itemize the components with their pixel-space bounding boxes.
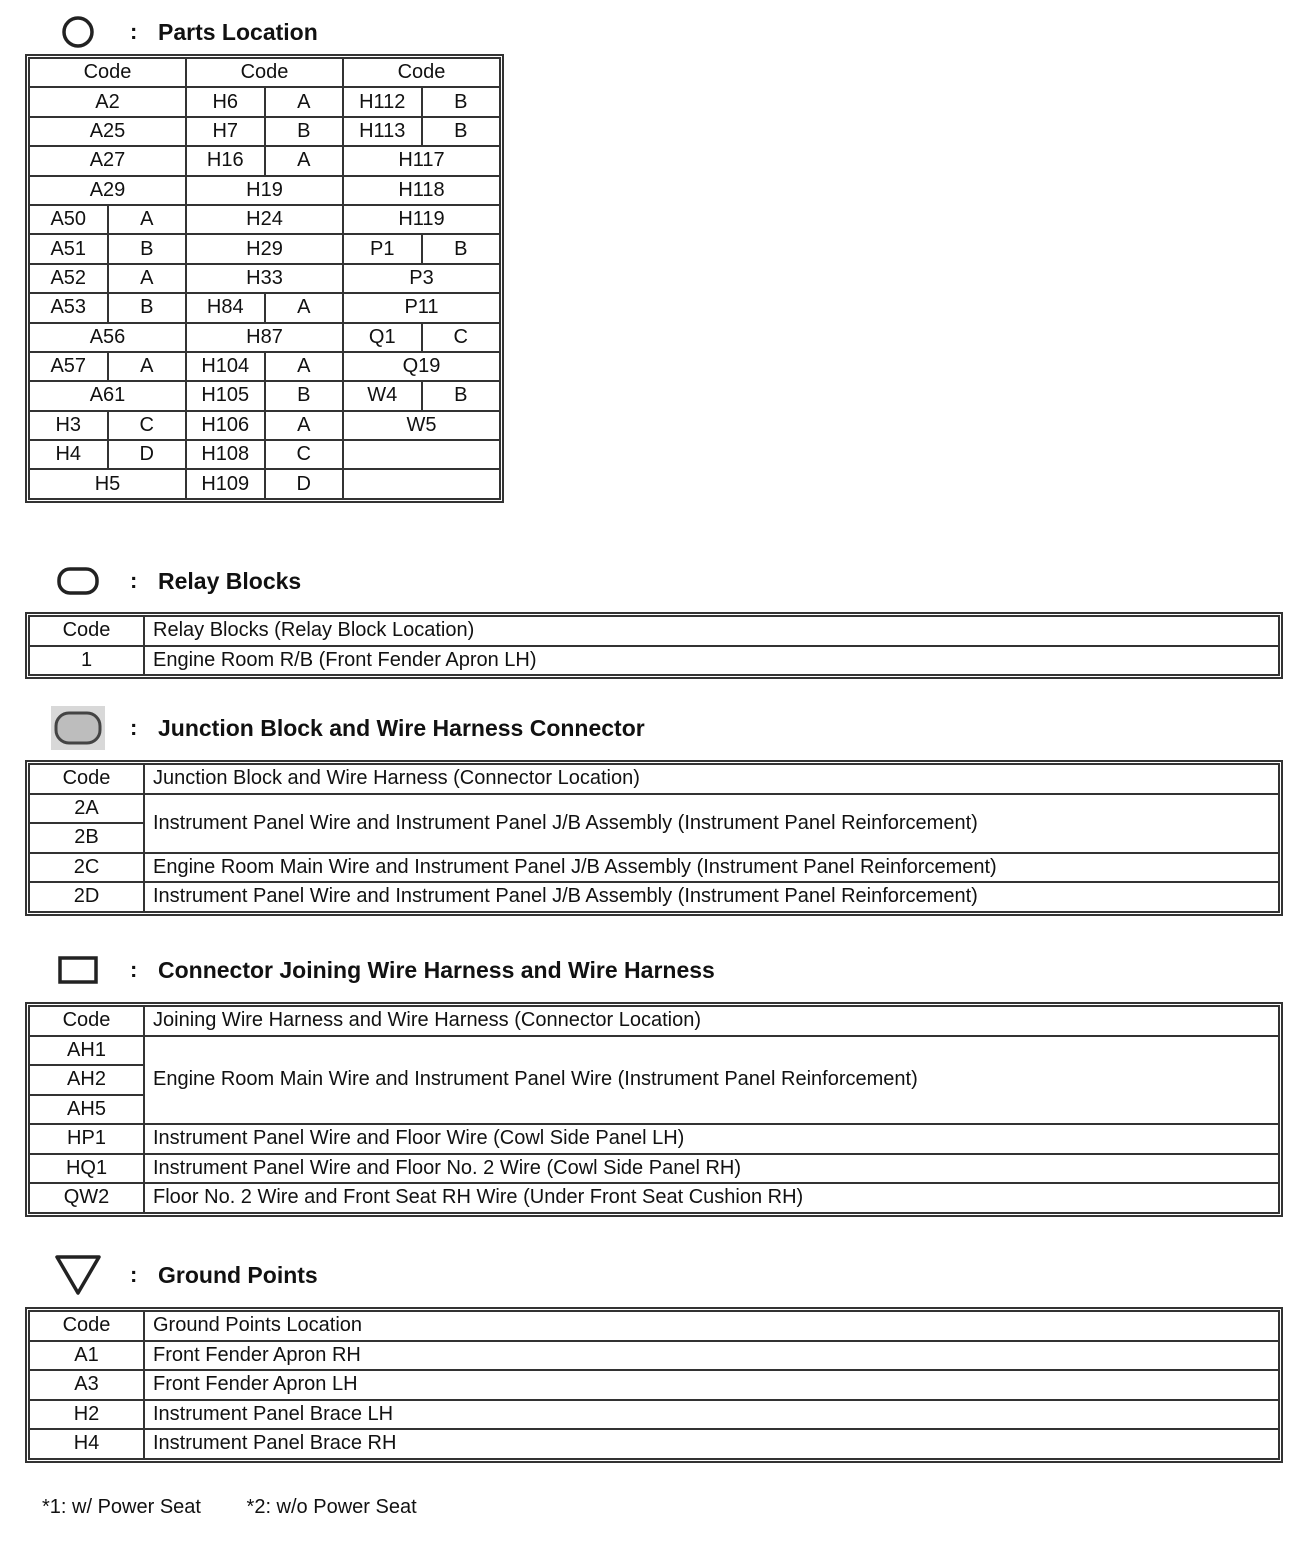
- part-code-cell: P3: [343, 264, 500, 293]
- part-code-cell: H16: [186, 146, 265, 175]
- code-cell: HQ1: [29, 1154, 144, 1184]
- table-row: [29, 117, 500, 146]
- part-code-cell: H109: [186, 469, 265, 498]
- table-row: [29, 264, 500, 293]
- part-code-cell: H105: [186, 381, 265, 410]
- location-cell: Instrument Panel Brace LH: [144, 1400, 1279, 1430]
- part-location-letter-cell: A: [265, 146, 344, 175]
- table-row: [29, 1036, 1279, 1066]
- location-cell: Instrument Panel Wire and Floor No. 2 Wire (Cowl Side Panel RH): [144, 1154, 1279, 1184]
- section-title: Connector Joining Wire Harness and Wire Harness: [158, 956, 715, 983]
- part-code-cell: A29: [29, 176, 186, 205]
- part-code-cell: H6: [186, 87, 265, 116]
- location-header: Relay Blocks (Relay Block Location): [144, 616, 1279, 646]
- circle-icon: [48, 10, 108, 54]
- part-location-letter-cell: A: [108, 264, 187, 293]
- location-cell: Instrument Panel Wire and Instrument Panel J/B Assembly (Instrument Panel Reinforcement): [144, 794, 1279, 853]
- part-code-cell: H104: [186, 352, 265, 381]
- part-code-cell: H3: [29, 411, 108, 440]
- part-code-cell: H84: [186, 293, 265, 322]
- code-header: Code: [186, 58, 343, 87]
- table-row: [29, 1429, 1279, 1459]
- code-cell: 2B: [29, 823, 144, 853]
- location-cell: Floor No. 2 Wire and Front Seat RH Wire (Under Front Seat Cushion RH): [144, 1183, 1279, 1213]
- part-code-cell: H19: [186, 176, 343, 205]
- part-code-cell: H117: [343, 146, 500, 175]
- code-header: Code: [29, 58, 186, 87]
- code-cell: A1: [29, 1341, 144, 1371]
- code-cell: 1: [29, 646, 144, 676]
- part-code-cell: A61: [29, 381, 186, 410]
- part-location-letter-cell: C: [108, 411, 187, 440]
- location-cell: Instrument Panel Brace RH: [144, 1429, 1279, 1459]
- junction-block-heading: [48, 706, 645, 750]
- table-row: [29, 1341, 1279, 1371]
- part-code-cell: P11: [343, 293, 500, 322]
- code-header: Code: [29, 764, 144, 794]
- relay-blocks-heading: [48, 559, 301, 603]
- part-code-cell: H87: [186, 323, 343, 352]
- location-cell: Engine Room R/B (Front Fender Apron LH): [144, 646, 1279, 676]
- part-code-cell: H24: [186, 205, 343, 234]
- heading-colon: :: [130, 1262, 138, 1287]
- part-code-cell: [343, 469, 500, 498]
- table-header-row: [29, 1006, 1279, 1036]
- location-cell: Engine Room Main Wire and Instrument Panel J/B Assembly (Instrument Panel Reinforcement): [144, 853, 1279, 883]
- code-header: Code: [343, 58, 500, 87]
- part-code-cell: H118: [343, 176, 500, 205]
- location-header: Joining Wire Harness and Wire Harness (Connector Location): [144, 1006, 1279, 1036]
- section-title: Parts Location: [158, 18, 318, 45]
- part-code-cell: H113: [343, 117, 422, 146]
- part-code-cell: A53: [29, 293, 108, 322]
- part-location-letter-cell: B: [265, 117, 344, 146]
- table-row: [29, 882, 1279, 912]
- code-cell: AH2: [29, 1065, 144, 1095]
- part-code-cell: H112: [343, 87, 422, 116]
- connector-joining-table: [28, 1005, 1280, 1214]
- section-title: Relay Blocks: [158, 567, 302, 594]
- part-code-cell: A25: [29, 117, 186, 146]
- table-header-row: [29, 58, 500, 87]
- footnote-2: *2: w/o Power Seat: [246, 1496, 417, 1518]
- part-code-cell: A50: [29, 205, 108, 234]
- part-code-cell: H119: [343, 205, 500, 234]
- table-row: [29, 87, 500, 116]
- part-location-letter-cell: C: [265, 440, 344, 469]
- part-code-cell: H108: [186, 440, 265, 469]
- connector-joining-heading: [48, 948, 715, 992]
- table-row: [29, 352, 500, 381]
- part-code-cell: A51: [29, 234, 108, 263]
- part-code-cell: A27: [29, 146, 186, 175]
- rounded-rect-icon: [48, 559, 108, 603]
- part-code-cell: A56: [29, 323, 186, 352]
- location-cell: Instrument Panel Wire and Instrument Panel J/B Assembly (Instrument Panel Reinforcement): [144, 882, 1279, 912]
- table-row: [29, 646, 1279, 676]
- table-row: [29, 1183, 1279, 1213]
- code-cell: 2C: [29, 853, 144, 883]
- code-cell: AH1: [29, 1036, 144, 1066]
- table-row: [29, 440, 500, 469]
- code-cell: 2D: [29, 882, 144, 912]
- code-cell: AH5: [29, 1095, 144, 1125]
- code-cell: H4: [29, 1429, 144, 1459]
- code-cell: A3: [29, 1370, 144, 1400]
- table-header-row: [29, 1311, 1279, 1341]
- table-row: [29, 411, 500, 440]
- code-header: Code: [29, 1311, 144, 1341]
- location-cell: Front Fender Apron RH: [144, 1341, 1279, 1371]
- table-row: [29, 794, 1279, 824]
- part-location-letter-cell: C: [422, 323, 501, 352]
- location-cell: Front Fender Apron LH: [144, 1370, 1279, 1400]
- part-location-letter-cell: A: [265, 293, 344, 322]
- location-cell: Engine Room Main Wire and Instrument Panel Wire (Instrument Panel Reinforcement): [144, 1036, 1279, 1125]
- part-code-cell: H7: [186, 117, 265, 146]
- table-row: [29, 323, 500, 352]
- table-row: [29, 1154, 1279, 1184]
- table-row: [29, 381, 500, 410]
- location-header: Junction Block and Wire Harness (Connector Location): [144, 764, 1279, 794]
- part-location-letter-cell: B: [108, 234, 187, 263]
- part-code-cell: [343, 440, 500, 469]
- code-cell: H2: [29, 1400, 144, 1430]
- part-location-letter-cell: A: [265, 411, 344, 440]
- code-cell: HP1: [29, 1124, 144, 1154]
- table-row: [29, 176, 500, 205]
- location-cell: Instrument Panel Wire and Floor Wire (Cowl Side Panel LH): [144, 1124, 1279, 1154]
- code-header: Code: [29, 616, 144, 646]
- part-code-cell: H106: [186, 411, 265, 440]
- triangle-down-icon: [48, 1253, 108, 1297]
- part-location-letter-cell: A: [265, 87, 344, 116]
- part-location-letter-cell: A: [108, 205, 187, 234]
- part-code-cell: A52: [29, 264, 108, 293]
- part-location-letter-cell: D: [265, 469, 344, 498]
- part-code-cell: H5: [29, 469, 186, 498]
- table-header-row: [29, 616, 1279, 646]
- table-header-row: [29, 764, 1279, 794]
- part-code-cell: W4: [343, 381, 422, 410]
- footnote-1: *1: w/ Power Seat: [42, 1496, 201, 1518]
- part-code-cell: P1: [343, 234, 422, 263]
- section-title: Ground Points: [158, 1261, 318, 1288]
- relay-blocks-table: [28, 615, 1280, 676]
- code-header: Code: [29, 1006, 144, 1036]
- rectangle-icon: [48, 948, 108, 992]
- table-row: [29, 1124, 1279, 1154]
- table-row: [29, 293, 500, 322]
- part-code-cell: H29: [186, 234, 343, 263]
- part-code-cell: Q1: [343, 323, 422, 352]
- part-location-letter-cell: B: [265, 381, 344, 410]
- table-row: [29, 1400, 1279, 1430]
- part-location-letter-cell: B: [422, 117, 501, 146]
- heading-colon: :: [130, 957, 138, 982]
- part-location-letter-cell: B: [422, 87, 501, 116]
- heading-colon: :: [130, 19, 138, 44]
- table-row: [29, 205, 500, 234]
- part-location-letter-cell: B: [108, 293, 187, 322]
- part-location-letter-cell: B: [422, 234, 501, 263]
- part-code-cell: W5: [343, 411, 500, 440]
- table-row: [29, 853, 1279, 883]
- parts-location-heading: [48, 10, 318, 54]
- table-row: [29, 469, 500, 498]
- section-title: Junction Block and Wire Harness Connector: [158, 714, 645, 741]
- part-code-cell: Q19: [343, 352, 500, 381]
- footnotes: [42, 1496, 417, 1519]
- part-location-letter-cell: B: [422, 381, 501, 410]
- junction-block-table: [28, 763, 1280, 913]
- table-row: [29, 146, 500, 175]
- heading-colon: :: [130, 568, 138, 593]
- heading-colon: :: [130, 715, 138, 740]
- part-location-letter-cell: A: [265, 352, 344, 381]
- part-location-letter-cell: D: [108, 440, 187, 469]
- part-location-letter-cell: A: [108, 352, 187, 381]
- table-row: [29, 234, 500, 263]
- part-code-cell: H33: [186, 264, 343, 293]
- code-cell: QW2: [29, 1183, 144, 1213]
- part-code-cell: A57: [29, 352, 108, 381]
- parts-location-table: [28, 57, 501, 500]
- part-code-cell: A2: [29, 87, 186, 116]
- table-row: [29, 1370, 1279, 1400]
- ground-points-heading: [48, 1253, 318, 1297]
- shaded-rounded-rect-icon: [48, 706, 108, 750]
- ground-points-table: [28, 1310, 1280, 1460]
- part-code-cell: H4: [29, 440, 108, 469]
- location-header: Ground Points Location: [144, 1311, 1279, 1341]
- code-cell: 2A: [29, 794, 144, 824]
